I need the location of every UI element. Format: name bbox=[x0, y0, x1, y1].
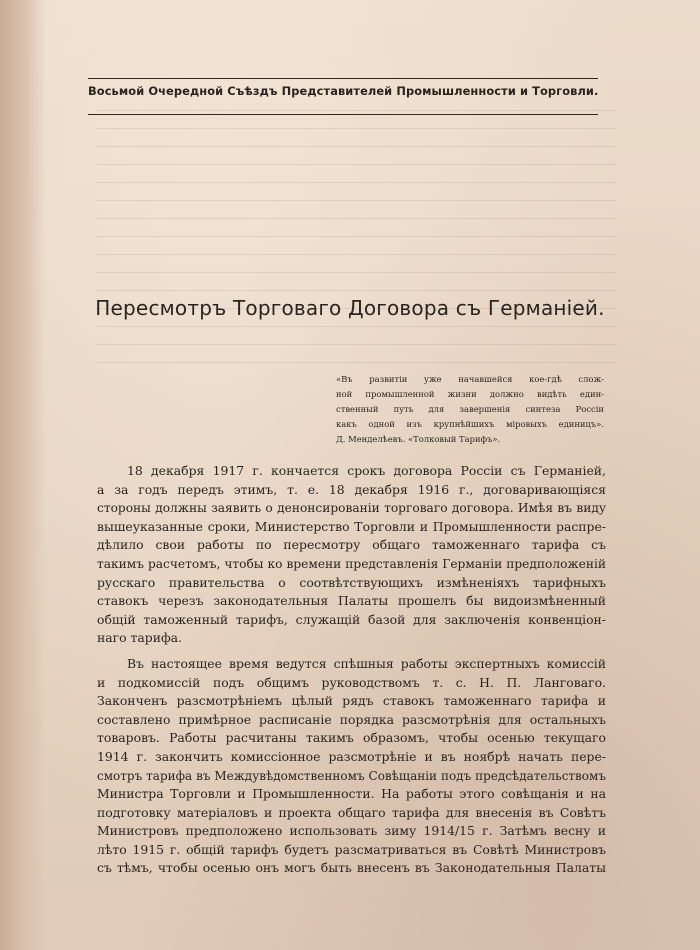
text-line: смотръ тарифа въ Междувѣдомственномъ Совѣщаніи подъ предсѣдательствомъ bbox=[97, 768, 606, 783]
paragraph-1 bbox=[97, 462, 606, 648]
article-title: Пересмотръ Торговаго Договора съ Германіей. bbox=[95, 296, 605, 320]
epigraph-attribution: Д. Менделѣевъ. «Толковый Тарифъ». bbox=[336, 434, 501, 444]
page-left-edge-shadow bbox=[0, 0, 46, 950]
text-line: такимъ расчетомъ, чтобы ко времени представленія Германіи предположеній bbox=[97, 556, 606, 571]
text-line: Въ настоящее время ведутся спѣшныя работы экспертныхъ комиссій bbox=[127, 655, 606, 671]
epigraph-line: «Въ развитіи уже начавшейся кое-гдѣ слож- bbox=[336, 374, 604, 384]
text-line: подготовку матеріаловъ и проекта общаго тарифа для внесенія въ Совѣтъ bbox=[97, 804, 606, 820]
epigraph-line: ственный путь для завершенія синтеза Россіи bbox=[336, 404, 604, 414]
text-line: ставокъ черезъ законодательныя Палаты прошелъ бы видоизмѣненный bbox=[97, 593, 606, 609]
text-line: товаровъ. Работы расчитаны такимъ образомъ, чтобы осенью текущаго bbox=[97, 730, 606, 746]
text-line: составлено примѣрное расписаніе порядка разсмотрѣнія для остальныхъ bbox=[97, 711, 606, 727]
text-line: вышеуказанные сроки, Министерство Торговли и Промышленности распре- bbox=[97, 518, 606, 534]
paragraph-2 bbox=[97, 655, 606, 878]
text-line: стороны должны заявить о денонсированіи торговаго договора. Имѣя въ виду bbox=[97, 501, 606, 516]
text-line: наго тарифа. bbox=[97, 630, 182, 646]
text-line: Законченъ разсмотрѣніемъ цѣлый рядъ ставокъ таможеннаго тарифа и bbox=[97, 693, 606, 709]
text-line: Министровъ предположено использовать зиму 1914/15 г. Затѣмъ весну и bbox=[97, 823, 606, 839]
text-line: общій таможенный тарифъ, служащій базой для заключенія конвенціон- bbox=[97, 611, 606, 627]
text-line: а за годъ передъ этимъ, т. е. 18 декабря 1916 г., договаривающіяся bbox=[97, 481, 606, 497]
text-line: 1914 г. закончить комиссіонное разсмотрѣніе и въ ноябрѣ начать пере- bbox=[97, 748, 606, 764]
text-line: Министра Торговли и Промышленности. На работы этого совѣщанія и на bbox=[97, 786, 606, 802]
epigraph-line: ной промышленной жизни должно видѣть един- bbox=[336, 389, 604, 399]
text-line: съ тѣмъ, чтобы осенью онъ могъ быть внесенъ въ Законодательныя Палаты bbox=[97, 860, 606, 876]
header-rule-bottom bbox=[88, 114, 598, 115]
text-line: лѣто 1915 г. общій тарифъ будетъ разсматриваться въ Совѣтѣ Министровъ bbox=[97, 841, 606, 857]
text-line: 18 декабря 1917 г. кончается срокъ договора Россіи съ Германіей, bbox=[127, 463, 606, 478]
text-line: дѣлило свои работы по пересмотру общаго таможеннаго тарифа съ bbox=[97, 537, 606, 553]
congress-header: Восьмой Очередной Съѣздъ Представителей Промышленности и Торговли. bbox=[88, 84, 599, 98]
article-body bbox=[97, 462, 606, 878]
header-rule-top bbox=[88, 78, 598, 79]
epigraph bbox=[336, 372, 604, 447]
epigraph-line: какъ одной изъ крупнѣйшихъ міровыхъ единицъ». bbox=[336, 419, 604, 429]
text-line: и подкомиссій подъ общимъ руководствомъ т. с. Н. П. Ланговаго. bbox=[97, 674, 606, 690]
text-line: русскаго правительства о соотвѣтствующихъ измѣненіяхъ тарифныхъ bbox=[97, 574, 606, 590]
show-through-texture bbox=[96, 110, 616, 380]
